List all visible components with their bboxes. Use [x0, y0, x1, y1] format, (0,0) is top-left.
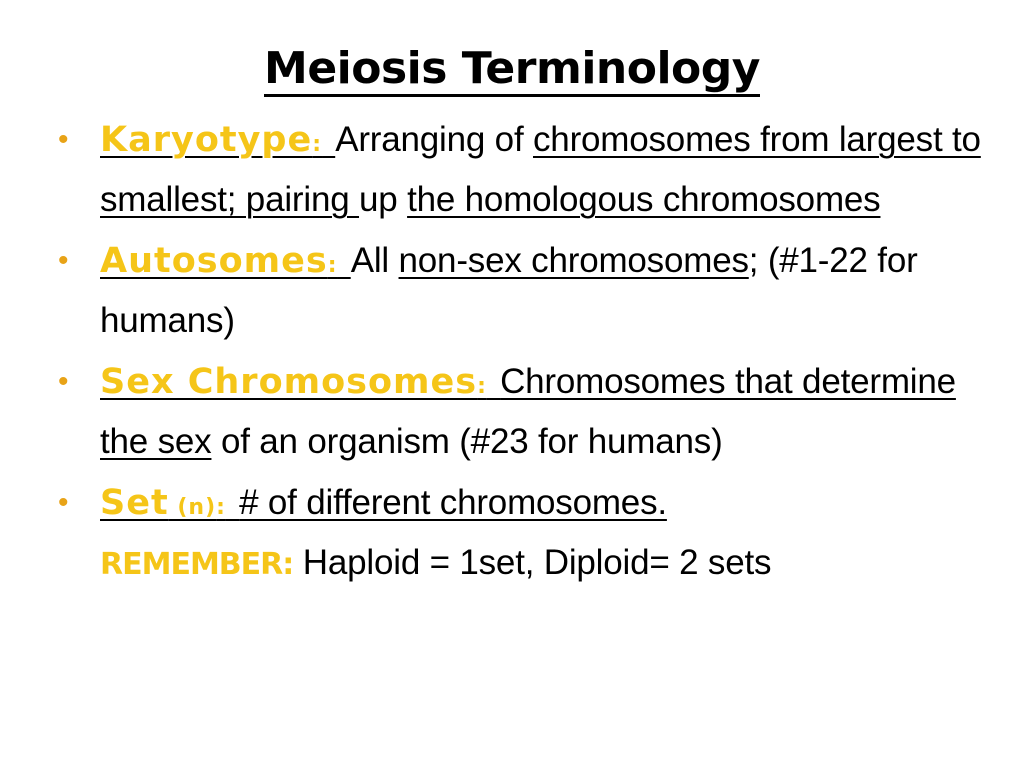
term-key: Karyotype:	[100, 120, 323, 160]
term-text: ; (#1-22 for humans)	[100, 241, 918, 340]
term-autosomes	[58, 233, 998, 348]
bullet-icon: •	[58, 486, 69, 519]
terms-list	[58, 112, 998, 598]
slide-title-text: Meiosis Terminology	[264, 43, 760, 97]
term-underlined-text: chromosomes from largest to smallest; pairing	[100, 120, 981, 219]
term-text: All	[350, 241, 399, 280]
bullet-icon: •	[58, 365, 69, 398]
term-text: of an organism (#23 for humans)	[211, 422, 723, 461]
term-key: Autosomes:	[100, 241, 338, 281]
slide-title	[0, 38, 1024, 100]
term-sex-chromosomes	[58, 354, 998, 469]
term-text: Arranging of	[335, 120, 533, 159]
term-key: Set (n):	[100, 483, 226, 523]
term-underlined-text: Chromosomes that determine the sex	[100, 362, 956, 461]
term-underlined-text: non-sex chromosomes	[398, 241, 749, 280]
term-set	[58, 475, 998, 592]
bullet-icon: •	[58, 244, 69, 277]
term-text: Haploid = 1set, Diploid= 2 sets	[293, 543, 772, 582]
term-text: up	[359, 180, 408, 219]
bullet-icon: •	[58, 123, 69, 156]
term-karyotype	[58, 112, 998, 227]
term-underlined-text: # of different chromosomes.	[239, 483, 667, 522]
remember-label: REMEMBER:	[100, 547, 294, 582]
term-underlined-text: the homologous chromosomes	[407, 180, 881, 219]
term-key: Sex Chromosomes:	[100, 362, 487, 402]
